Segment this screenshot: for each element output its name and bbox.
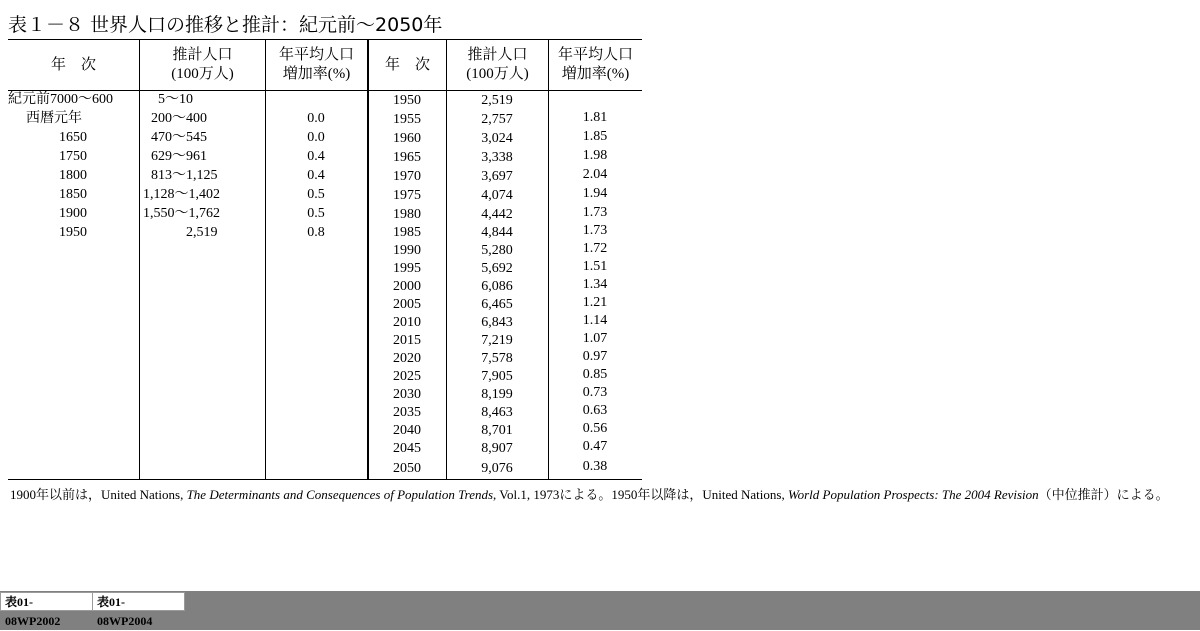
cell-population: 8,701 [481,423,513,438]
header-pop-left [140,40,265,90]
cell-growth-rate: 1.07 [582,331,608,346]
cell-year: 1800 [59,168,87,183]
header-text: 推計人口 [467,47,528,63]
cell-year: 1980 [393,207,421,222]
cell-growth-rate: 0.85 [582,367,608,382]
cell-growth-rate: 1.72 [582,241,608,256]
cell-year: 1950 [393,93,421,108]
cell-population: 200～400 [151,111,207,126]
cell-year: 1970 [393,169,421,184]
cell-growth-rate: 1.98 [582,148,608,163]
cell-year: 2010 [393,315,421,330]
cell-population: 470～545 [151,130,207,145]
cell-population: 8,907 [481,441,513,456]
cell-population: 4,844 [481,225,513,240]
cell-growth-rate: 1.85 [582,129,608,144]
cell-population: 3,697 [481,169,513,184]
cell-growth-rate: 0.5 [307,206,325,221]
header-text: 年平均人口 [557,47,633,63]
cell-year: 2000 [393,279,421,294]
column-divider [139,40,140,479]
cell-population: 9,076 [481,461,513,476]
cell-growth-rate: 1.34 [582,277,608,292]
note-text: , Vol.1, 1973による。1950年以降は，United Nations, [493,487,788,502]
header-text: (100万人) [466,66,529,82]
cell-population: 5,280 [481,243,513,258]
cell-population: 5～10 [158,92,193,107]
cell-year: 1900 [59,206,87,221]
cell-growth-rate: 0.8 [307,225,325,240]
header-pop-right [447,40,548,90]
cell-population: 2,519 [186,225,218,240]
header-text: (100万人) [171,66,234,82]
cell-growth-rate: 0.5 [307,187,325,202]
cell-population: 7,578 [481,351,513,366]
cell-year: 1950 [59,225,87,240]
cell-year: 2005 [393,297,421,312]
cell-growth-rate: 1.73 [582,223,608,238]
header-year-right [369,40,446,90]
cell-population: 8,199 [481,387,513,402]
cell-population: 6,843 [481,315,513,330]
cell-population: 1,128～1,402 [143,187,220,202]
cell-year: 2050 [393,461,421,476]
cell-growth-rate: 1.14 [582,313,608,328]
cell-growth-rate: 1.21 [582,295,608,310]
cell-growth-rate: 0.38 [582,459,608,474]
sheet-tab[interactable]: 表01-08WP2004 [92,592,185,611]
cell-population: 3,024 [481,131,513,146]
cell-growth-rate: 0.0 [307,130,325,145]
cell-growth-rate: 1.81 [582,110,608,125]
note-book-title: The Determinants and Consequences of Population Trends [186,487,494,502]
column-divider [548,40,549,479]
cell-year: 2040 [393,423,421,438]
cell-growth-rate: 0.56 [582,421,608,436]
column-divider [446,40,447,479]
cell-year: 1990 [393,243,421,258]
note-text: 1900年以前は，United Nations, [10,487,187,502]
cell-population: 3,338 [481,150,513,165]
cell-year: 西暦元年 [26,111,82,126]
cell-population: 2,757 [481,112,513,127]
cell-population: 6,086 [481,279,513,294]
cell-growth-rate: 1.73 [582,205,608,220]
note-text: （中位推計）による。 [1038,487,1169,502]
cell-year: 1650 [59,130,87,145]
cell-growth-rate: 0.4 [307,168,325,183]
cell-population: 7,219 [481,333,513,348]
cell-year: 1850 [59,187,87,202]
cell-growth-rate: 0.73 [582,385,608,400]
header-text: 増加率(%) [561,66,630,82]
column-divider [265,40,266,479]
cell-year: 1960 [393,131,421,146]
cell-year: 1955 [393,112,421,127]
note-book-title: World Population Prospects: The 2004 Revision [787,487,1039,502]
header-text: 年平均人口 [278,47,354,63]
cell-year: 1975 [393,188,421,203]
source-note [10,484,1169,503]
cell-population: 4,442 [481,207,513,222]
cell-population: 1,550～1,762 [143,206,220,221]
cell-year: 1995 [393,261,421,276]
cell-growth-rate: 0.0 [307,111,325,126]
cell-population: 8,463 [481,405,513,420]
header-text: 年 次 [384,56,430,73]
cell-population: 7,905 [481,369,513,384]
cell-year: 1750 [59,149,87,164]
cell-growth-rate: 1.51 [582,259,608,274]
cell-population: 813～1,125 [151,168,218,183]
header-text: 推計人口 [172,47,233,63]
cell-year: 2035 [393,405,421,420]
cell-year: 1965 [393,150,421,165]
cell-year: 2030 [393,387,421,402]
cell-population: 2,519 [481,93,513,108]
table-title: 表１－８ 世界人口の推移と推計：紀元前～2050年 [8,14,443,36]
cell-year: 2015 [393,333,421,348]
population-table [8,39,642,480]
cell-year: 2020 [393,351,421,366]
cell-population: 4,074 [481,188,513,203]
cell-growth-rate: 0.97 [582,349,608,364]
header-text: 増加率(%) [282,66,351,82]
cell-population: 5,692 [481,261,513,276]
cell-growth-rate: 0.63 [582,403,608,418]
cell-growth-rate: 1.94 [582,186,608,201]
section-divider [367,40,369,479]
header-rate-left [266,40,367,90]
cell-year: 1985 [393,225,421,240]
cell-year: 2025 [393,369,421,384]
cell-population: 6,465 [481,297,513,312]
sheet-tab-bar [0,591,1200,630]
cell-growth-rate: 0.4 [307,149,325,164]
cell-year: 紀元前7000～600 [8,92,113,107]
sheet-tab[interactable]: 表01-08WP2002 [0,592,93,611]
header-rate-right [549,40,642,90]
cell-growth-rate: 2.04 [582,167,608,182]
header-text: 年 次 [50,56,96,73]
cell-population: 629～961 [151,149,207,164]
cell-growth-rate: 0.47 [582,439,608,454]
cell-year: 2045 [393,441,421,456]
header-year-left [8,40,139,90]
